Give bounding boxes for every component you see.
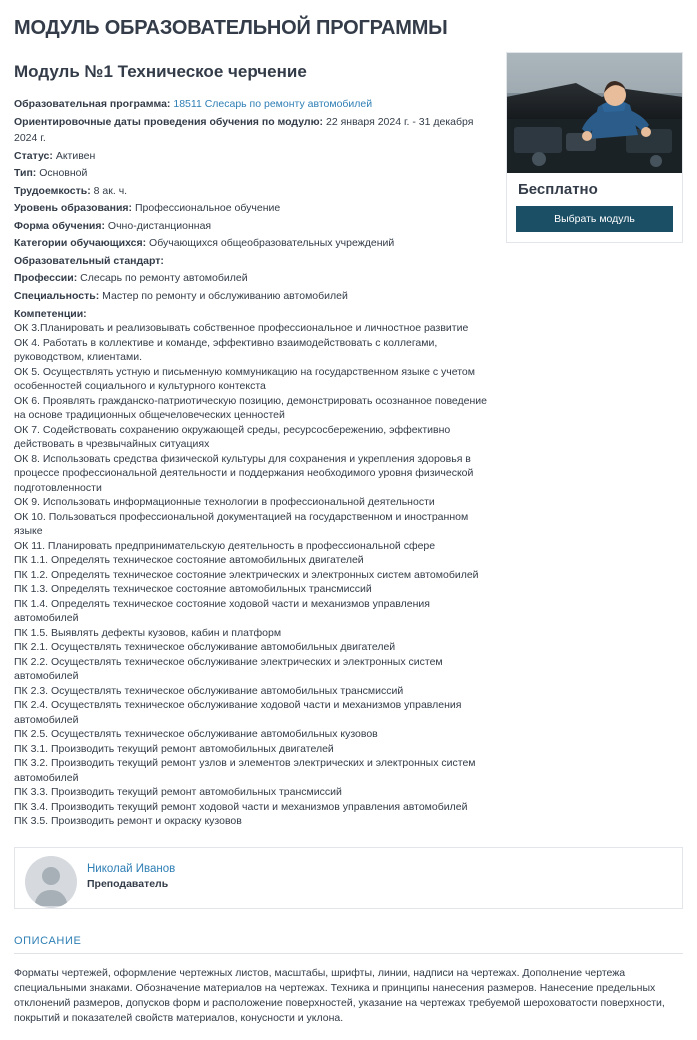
teacher-name-link[interactable]: Николай Иванов (87, 862, 176, 875)
metadata-label: Профессии: (14, 272, 78, 285)
competency-item: ПК 1.1. Определять техническое состояние автомобильных двигателей (14, 554, 364, 567)
metadata-label: Форма обучения: (14, 219, 105, 232)
teacher-info (87, 856, 175, 892)
metadata-list (14, 96, 496, 304)
competency-item: ПК 2.5. Осуществлять техническое обслуживание автомобильных кузовов (14, 728, 378, 741)
competency-item: ПК 1.2. Определять техническое состояние электрических и электронных систем автомобилей (14, 568, 479, 581)
metadata-row (14, 218, 496, 235)
competency-item: ПК 1.3. Определять техническое состояние автомобильных трансмиссий (14, 583, 372, 596)
enrollment-card-body (507, 173, 682, 242)
metadata-row (14, 96, 496, 113)
competency-item: ПК 3.4. Производить текущий ремонт ходовой части и механизмов управления автомобилей (14, 800, 468, 813)
metadata-value: 22 января 2024 г. - 31 декабря 2024 г. (14, 115, 474, 145)
metadata-label: Специальность: (14, 289, 100, 302)
metadata-label: Тип: (14, 167, 37, 180)
competency-item: ОК 11. Планировать предпринимательскую деятельность в профессиональной сфере (14, 539, 436, 552)
page-title: МОДУЛЬ ОБРАЗОВАТЕЛЬНОЙ ПРОГРАММЫ (14, 17, 448, 39)
competency-item: ОК 3.Планировать и реализовывать собственное профессиональное и личностное развитие (14, 322, 469, 335)
metadata-label: Образовательный стандарт: (14, 254, 164, 267)
teacher-role: Преподаватель (87, 877, 169, 890)
competency-item: ПК 1.4. Определять техническое состояние ходовой части и механизмов управления автомобилей (14, 597, 430, 625)
competency-item: ПК 2.2. Осуществлять техническое обслуживание электрических и электронных систем автомобилей (14, 655, 443, 683)
competency-item: ПК 2.3. Осуществлять техническое обслуживание автомобильных трансмиссий (14, 684, 404, 697)
competency-item: ОК 6. Проявлять гражданско-патриотическую позицию, демонстрировать осознанное поведение на основе традиционных общечеловеческих ценностей (14, 394, 487, 422)
competency-item: ОК 4. Работать в коллективе и команде, эффективно взаимодействовать с коллегами, руководством, клиентами. (14, 336, 438, 364)
competencies-heading: Компетенции: (14, 308, 87, 321)
metadata-row (14, 183, 496, 200)
select-module-button[interactable]: Выбрать модуль (516, 206, 673, 232)
module-title: Модуль №1 Техническое черчение (14, 62, 307, 81)
competency-item: ПК 3.2. Производить текущий ремонт узлов и элементов электрических и электронных систем автомобилей (14, 757, 476, 784)
metadata-row (14, 114, 496, 147)
metadata-label: Ориентировочные даты проведения обучения по модулю: (14, 115, 324, 128)
metadata-row (14, 288, 496, 305)
competency-item: ПК 3.3. Производить текущий ремонт автомобильных трансмиссий (14, 786, 342, 799)
competency-item: ОК 10. Пользоваться профессиональной документацией на государственном и иностранном языке (14, 510, 469, 538)
metadata-value: Мастер по ремонту и обслуживанию автомобилей (102, 289, 348, 302)
competency-item: ПК 1.5. Выявлять дефекты кузовов, кабин и платформ (14, 626, 282, 639)
metadata-label: Образовательная программа: (14, 98, 171, 111)
metadata-label: Статус: (14, 149, 53, 162)
teacher-card (14, 847, 683, 909)
metadata-row (14, 200, 496, 217)
metadata-label: Трудоемкость: (14, 184, 91, 197)
metadata-row (14, 270, 496, 287)
metadata-value: Очно-дистанционная (107, 219, 212, 232)
metadata-label: Категории обучающихся: (14, 237, 147, 250)
competency-item: ОК 9. Использовать информационные технологии в профессиональной деятельности (14, 496, 435, 509)
description-text: Форматы чертежей, оформление чертежных листов, масштабы, шрифты, линии, надписи на чертежах. Дополнение чертежа специальными знаками. Обозначение материалов на чертежах. Техника и принципы нанесения размеров. Нанесение предельных отклонений размеров, допусков форм и расположение поверхностей, указание на чертежах требуемой шероховатости поверхности, покрытий и показателей свойств материалов, конусности и уклона. (14, 966, 665, 1024)
competency-item: ПК 3.1. Производить текущий ремонт автомобильных двигателей (14, 742, 334, 755)
metadata-row (14, 235, 496, 252)
metadata-link[interactable]: 18511 Слесарь по ремонту автомобилей (173, 98, 373, 111)
metadata-value: 8 ак. ч. (93, 184, 128, 197)
enrollment-card-column (506, 52, 683, 243)
details-column (14, 96, 496, 829)
competency-item: ПК 3.5. Производить ремонт и окраску кузовов (14, 815, 242, 828)
metadata-row (14, 253, 496, 270)
avatar (25, 856, 77, 908)
course-photo (507, 53, 682, 173)
metadata-label: Уровень образования: (14, 202, 133, 215)
competency-item: ОК 8. Использовать средства физической культуры для сохранения и укрепления здоровья в процессе профессиональной деятельности и поддержания необходимого уровня физической подготовленности (14, 452, 474, 494)
metadata-value: Активен (55, 149, 96, 162)
content-row (14, 96, 683, 829)
competency-item: ОК 7. Содействовать сохранению окружающей среды, ресурсосбережению, эффективно действовать в чрезвычайных ситуациях (14, 423, 451, 451)
competencies-list (14, 321, 496, 829)
metadata-value: Обучающихся общеобразовательных учреждений (149, 237, 395, 250)
metadata-row (14, 165, 496, 182)
metadata-row (14, 148, 496, 165)
competency-item: ПК 2.4. Осуществлять техническое обслуживание ходовой части и механизмов управления автомобилей (14, 699, 462, 726)
description-heading: ОПИСАНИЕ (14, 935, 683, 954)
metadata-value: Профессиональное обучение (134, 202, 281, 215)
price-label: Бесплатно (518, 181, 598, 199)
competency-item: ПК 2.1. Осуществлять техническое обслуживание автомобильных двигателей (14, 641, 396, 654)
metadata-value: Слесарь по ремонту автомобилей (80, 272, 248, 285)
competency-item: ОК 5. Осуществлять устную и письменную коммуникацию на государственном языке с учетом особенностей социального и культурного контекста (14, 365, 475, 393)
metadata-value: Основной (39, 167, 88, 180)
enrollment-card (506, 52, 683, 243)
